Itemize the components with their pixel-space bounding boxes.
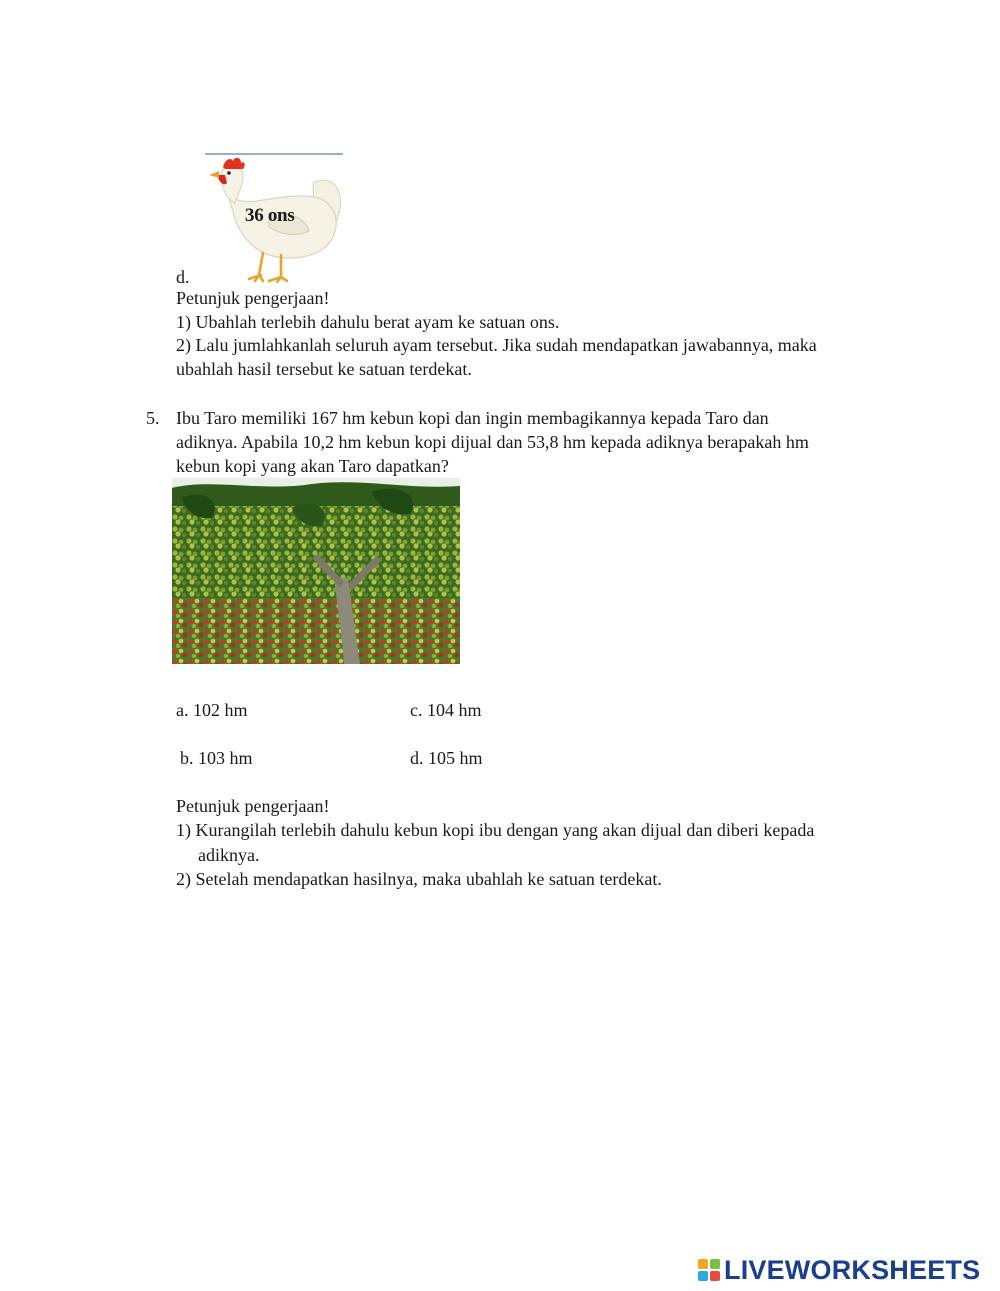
- logo-blocks-icon: [698, 1259, 720, 1281]
- instructions-4-step-2: 2) Lalu jumlahkanlah seluruh ayam tersebut. Jika sudah mendapatkan jawabannya, maka: [176, 335, 817, 355]
- instructions-4-step-2-cont: ubahlah hasil tersebut ke satuan terdekat.: [176, 359, 472, 379]
- option-d[interactable]: d. 105 hm: [410, 748, 483, 768]
- option-c[interactable]: c. 104 hm: [410, 700, 482, 720]
- logo-block-4: [710, 1271, 720, 1281]
- question-5-line-3: kebun kopi yang akan Taro dapatkan?: [176, 456, 449, 476]
- instructions-4-step-1: 1) Ubahlah terlebih dahulu berat ayam ke satuan ons.: [176, 312, 560, 332]
- liveworksheets-logo: [698, 1255, 980, 1285]
- option-d-label: d.: [176, 267, 190, 287]
- instructions-5-step-1: 1) Kurangilah terlebih dahulu kebun kopi ibu dengan yang akan dijual dan diberi kepada: [176, 820, 815, 840]
- instructions-5-step-1-cont: adiknya.: [198, 845, 260, 865]
- logo-text: LIVEWORKSHEETS: [724, 1254, 981, 1285]
- option-b[interactable]: b. 103 hm: [180, 748, 253, 768]
- hen-image: [205, 153, 343, 283]
- logo-block-3: [698, 1271, 708, 1281]
- instructions-4-heading: Petunjuk pengerjaan!: [176, 288, 330, 308]
- option-a[interactable]: a. 102 hm: [176, 700, 248, 720]
- logo-block-1: [698, 1259, 708, 1269]
- question-5-line-1: Ibu Taro memiliki 167 hm kebun kopi dan ingin membagikannya kepada Taro dan: [176, 408, 769, 428]
- instructions-5-step-2: 2) Setelah mendapatkan hasilnya, maka ubahlah ke satuan terdekat.: [176, 869, 662, 889]
- logo-block-2: [710, 1259, 720, 1269]
- question-5-number: 5.: [146, 408, 160, 428]
- coffee-tree-illustration: [172, 478, 460, 664]
- hen-weight-label: 36 ons: [245, 205, 295, 226]
- question-5-line-2: adiknya. Apabila 10,2 hm kebun kopi dijual dan 53,8 hm kepada adiknya berapakah hm: [176, 432, 809, 452]
- instructions-5-heading: Petunjuk pengerjaan!: [176, 796, 330, 816]
- coffee-tree-image: [172, 478, 460, 664]
